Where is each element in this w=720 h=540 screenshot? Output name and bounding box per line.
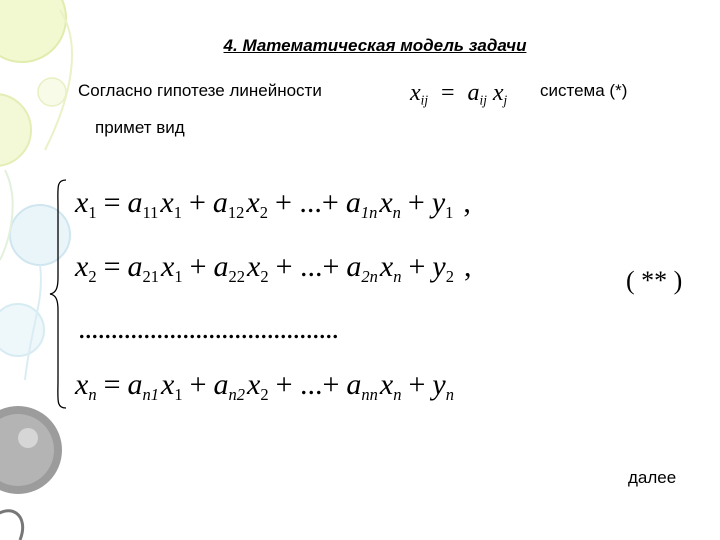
eq-operator: = bbox=[103, 368, 121, 401]
eq-var: x bbox=[246, 186, 260, 219]
eq-index: 1 bbox=[88, 202, 97, 222]
eq-index: 12 bbox=[227, 202, 245, 222]
system-brace bbox=[48, 178, 68, 410]
formula-coef-index: ij bbox=[479, 92, 487, 108]
next-link[interactable]: далее bbox=[628, 468, 677, 487]
formula-coef: a bbox=[467, 80, 480, 106]
eq-coef: a bbox=[346, 250, 362, 283]
equation-row bbox=[75, 188, 471, 228]
eq-index: 21 bbox=[142, 266, 159, 286]
eq-var: x bbox=[247, 368, 261, 401]
eq-comma: , bbox=[463, 186, 471, 219]
eq-index: n bbox=[88, 384, 97, 404]
system-label: ( ** ) bbox=[626, 266, 683, 295]
formula-equals: = bbox=[440, 80, 455, 106]
eq-index: 11 bbox=[142, 202, 159, 222]
formula-lhs-index: ij bbox=[420, 92, 428, 108]
eq-index: n1 bbox=[142, 384, 159, 404]
eq-index: 2 bbox=[88, 266, 97, 286]
eq-operator: + ...+ bbox=[274, 186, 339, 219]
eq-index: n2 bbox=[228, 384, 245, 404]
eq-coef: a bbox=[213, 250, 229, 283]
eq-coef: a bbox=[127, 250, 143, 283]
eq-index: 2n bbox=[361, 266, 378, 286]
eq-operator: + bbox=[408, 250, 426, 283]
eq-index: n bbox=[445, 384, 454, 404]
eq-var: x bbox=[75, 186, 89, 219]
eq-index: 2 bbox=[260, 384, 269, 404]
eq-index: 22 bbox=[228, 266, 245, 286]
eq-operator: + bbox=[188, 186, 206, 219]
eq-operator: = bbox=[103, 186, 121, 219]
equation-row bbox=[75, 252, 472, 292]
eq-operator: + bbox=[189, 250, 207, 283]
eq-index: n bbox=[392, 202, 401, 222]
eq-index: 1 bbox=[174, 384, 183, 404]
eq-coef: a bbox=[127, 368, 143, 401]
eq-operator: + ...+ bbox=[275, 250, 340, 283]
eq-coef: a bbox=[213, 368, 229, 401]
intro-text-after: система (*) bbox=[540, 81, 628, 100]
eq-var: x bbox=[379, 186, 393, 219]
eq-var: x bbox=[379, 250, 394, 283]
eq-index: 1 bbox=[445, 202, 454, 222]
formula-var: x bbox=[492, 80, 504, 106]
eq-operator: + bbox=[407, 186, 425, 219]
eq-index: 1 bbox=[174, 266, 183, 286]
eq-coef: a bbox=[346, 368, 362, 401]
eq-var: y bbox=[431, 186, 446, 219]
intro-text: Согласно гипотезе линейности bbox=[78, 81, 322, 100]
eq-comma: , bbox=[464, 250, 472, 283]
eq-index: 2 bbox=[445, 266, 454, 286]
section-heading: 4. Математическая модель задачи bbox=[223, 36, 527, 55]
eq-index: 2 bbox=[260, 266, 269, 286]
eq-operator: + ...+ bbox=[275, 368, 340, 401]
linearity-formula bbox=[410, 80, 507, 109]
intro-text-line2: примет вид bbox=[95, 118, 185, 137]
eq-coef: a bbox=[127, 186, 143, 219]
formula-lhs: x bbox=[410, 80, 421, 106]
eq-index: 2 bbox=[259, 202, 268, 222]
ellipsis-row: ........................................ bbox=[78, 312, 338, 345]
equation-row bbox=[75, 370, 454, 410]
eq-var: x bbox=[161, 250, 175, 283]
eq-var: x bbox=[379, 368, 394, 401]
eq-coef: a bbox=[212, 186, 228, 219]
eq-index: n bbox=[393, 266, 402, 286]
eq-index: 1 bbox=[173, 202, 182, 222]
eq-var: x bbox=[160, 186, 174, 219]
eq-var: x bbox=[75, 368, 89, 401]
eq-index: 1n bbox=[360, 202, 378, 222]
eq-operator: = bbox=[103, 250, 121, 283]
eq-var: x bbox=[161, 368, 175, 401]
eq-index: nn bbox=[361, 384, 378, 404]
eq-index: n bbox=[393, 384, 402, 404]
eq-operator: + bbox=[408, 368, 426, 401]
eq-var: x bbox=[75, 250, 89, 283]
eq-var: x bbox=[247, 250, 261, 283]
eq-coef: a bbox=[345, 186, 361, 219]
eq-operator: + bbox=[189, 368, 207, 401]
formula-var-index: j bbox=[503, 92, 508, 108]
eq-var: y bbox=[432, 368, 446, 401]
eq-var: y bbox=[432, 250, 446, 283]
